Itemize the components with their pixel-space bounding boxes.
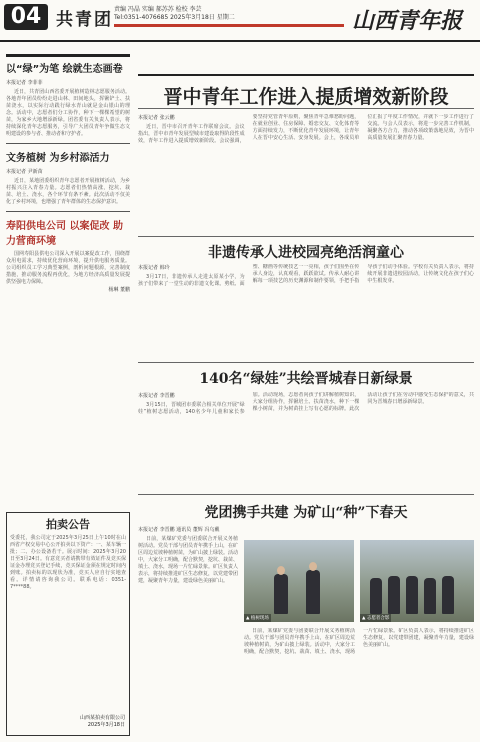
article3: [138, 392, 474, 492]
main-headline: 晋中青年工作进入提质增效新阶段: [163, 86, 449, 108]
article3-byline: 本报记者 李晋鹏: [138, 393, 175, 399]
left-article3-title: 寿阳供电公司 以案促改 助力营商环境: [6, 221, 123, 247]
person-figure: [424, 578, 436, 614]
article2: [138, 264, 474, 360]
header-meta-line1: 责编 冯晶 实编 郝苏苏 检校 李芸: [114, 6, 202, 13]
article2-byline: 本报记者 韩玲: [138, 265, 170, 271]
article4-body: 日前，某煤矿党委与团委联合开展义务植树活动。党员干部与团员青年携手上山，在矿区周边荒坡种植树苗，为矿山披上绿装。活动中，大家分工明确，配合默契，挖坑、栽苗、填土、浇水，现场一片忙碌景象。矿区负责人表示，将持续推进矿区生态修复，以党建带团建，凝聚青年力量，建设绿色美丽矿山。: [138, 536, 238, 584]
left-article1-byline: 本报记者 李菲菲: [6, 80, 43, 86]
person-head: [309, 562, 317, 571]
main-article1-body: 近日，晋中市召开青年工作联席会议。会议指出，晋中市青年发展型城市建设取得阶段性成效，青年工作进入提质增效新阶段。会议强调，要坚持党管青年原则，聚焦青年急难愁盼问题，在就业创业、住房保障、婚恋交友、文化体育等方面持续发力，不断优化青年发展环境，让青年人在晋中安心生活、安身发展。会上，各成员单位汇报了年度工作情况，并就下一步工作进行了交流。与会人员表示，将进一步完善工作机制，凝聚各方合力，推动各项政策落地见效，为晋中高质量发展汇聚青春力量。: [138, 114, 474, 144]
divider: [138, 236, 474, 237]
auction-company: 山西某拍卖有限公司: [79, 715, 125, 721]
header-meta: [114, 6, 284, 22]
main-article1: [138, 114, 474, 234]
divider: [138, 108, 474, 109]
auction-title: 拍卖公告: [46, 518, 90, 531]
auction-footer: [80, 715, 125, 729]
article2-headline: 非遗传承人进校园亮绝活润童心: [208, 245, 404, 261]
main-article1-byline: 本报记者 张云鹏: [138, 115, 175, 121]
left-article3-credit: 杨琳 董鹏: [108, 287, 130, 293]
person-figure: [306, 570, 320, 614]
auction-body: 受委托，我公司定于2025年3月25日上午10时在山西省产权交易中心公开拍卖以下资产：一、某车辆一批；二、办公设备若干。展示时间：2025年3月20日至3月24日。有意竞买者请携带有效证件及竞买保证金办理竞买登记手续，竞买保证金须在规定时间内到账。拍卖标的以现状为准，竞买人应自行实地查看。详情请咨询我公司。联系电话：0351-7****88。: [10, 535, 126, 590]
page-number: 04: [4, 4, 48, 30]
left-article1-title: 以“绿”为笔 绘就生态画卷: [6, 64, 123, 75]
article4: [138, 526, 238, 736]
person-figure: [406, 576, 418, 614]
left-article3-body: 国网寿阳县供电公司深入开展以案促改工作，围绕群众用电需求，持续优化营商环境，提升供电服务质量。公司组织员工学习典型案例，剖析问题根源，完善制度措施，推动服务流程再优化，为地方经济高质量发展提供坚强电力保障。: [6, 251, 130, 285]
left-column: [6, 60, 130, 296]
person-head: [277, 566, 285, 575]
left-article1-body: 近日，共青团山西省委开展植树造林志愿服务活动。各地青年团员纷纷走进山林、田间地头，挥锹铲土、扶苗浇水，以实际行动践行绿水青山就是金山银山的理念。活动中，志愿者们分工协作，种下一棵棵希望的树苗，为家乡大地增添新绿。团省委有关负责人表示，将持续深化青年志愿服务，引导广大团员青年争做生态文明建设的参与者、推动者和守护者。: [6, 89, 130, 137]
article3-headline: 140名“绿娃”共绘晋城春日新绿景: [199, 371, 413, 387]
photo-caption-2: ▲ 志愿者合影: [362, 616, 390, 621]
person-figure: [370, 578, 382, 614]
article4-continued: [244, 628, 474, 736]
divider: [138, 494, 474, 495]
left-article2-title: 文务植树 为乡村添活力: [6, 153, 110, 164]
article2-body: 3月17日，非遗传承人走进太原某小学，为孩子们带来了一堂生动的非遗文化课。剪纸、面塑、糖画等传统技艺一一亮相，孩子们围坐在传承人身边，认真观看，跃跃欲试。传承人耐心讲解每一项技艺的历史渊源和制作要领，手把手指导孩子们动手体验。学校有关负责人表示，将持续开展非遗进校园活动，让传统文化在孩子们心中生根发芽。: [138, 264, 474, 287]
left-article2-body: 近日，某地团委组织青年志愿者开展植树活动，为乡村振兴注入青春力量。志愿者们热情高涨，挖坑、栽苗、培土、浇水，各个环节有条不紊。此次活动不仅美化了乡村环境，也增强了青年群体的生态保护意识。: [6, 178, 130, 205]
photo-caption-1: ▲ 植树现场: [246, 616, 269, 621]
article3-body: 3月15日，晋城团市委联合相关单位开展“绿娃”植树志愿活动，140名少年儿童和家长参加。活动现场，志愿者向孩子们讲解植树知识，大家分组协作，挥锹培土、扶苗浇水，种下一棵棵小树苗，并为树苗挂上写有心愿的标牌。此次活动让孩子们在劳动中感受生态保护的意义，共同为晋城春日增添新绿景。: [138, 392, 474, 415]
divider: [6, 211, 130, 212]
news-photo-1: [244, 540, 354, 622]
header-red-rule: [114, 24, 344, 27]
page-header: [0, 0, 480, 42]
left-top-rule: [6, 54, 130, 57]
divider: [6, 143, 130, 144]
section-title: 共青团: [56, 10, 113, 30]
person-figure: [274, 574, 288, 614]
article4-byline: 本报记者 李晋鹏 通讯员 董辉 冯乌戴: [138, 527, 220, 533]
article4-headline: 党团携手共建 为矿山“种”下春天: [204, 505, 408, 521]
person-figure: [442, 576, 454, 614]
divider: [138, 362, 474, 363]
newspaper-logo: 山西青年报: [352, 8, 463, 34]
main-top-rule: [138, 74, 474, 76]
article4-body-cont: 日前，某煤矿党委与团委联合开展义务植树活动。党员干部与团员青年携手上山，在矿区周边荒坡种植树苗，为矿山披上绿装。活动中，大家分工明确，配合默契，挖坑、栽苗、填土、浇水，现场一片忙碌景象。矿区负责人表示，将持续推进矿区生态修复，以党建带团建，凝聚青年力量，建设绿色美丽矿山。: [244, 628, 474, 655]
person-figure: [388, 576, 400, 614]
header-meta-line2: Tel:0351-4076685 2025年3月18日 星期二: [114, 14, 235, 21]
auction-date: 2025年3月18日: [87, 722, 125, 728]
news-photo-2: [360, 540, 474, 622]
left-article2-byline: 本报记者 尹新苗: [6, 169, 43, 175]
auction-notice: [6, 512, 130, 736]
